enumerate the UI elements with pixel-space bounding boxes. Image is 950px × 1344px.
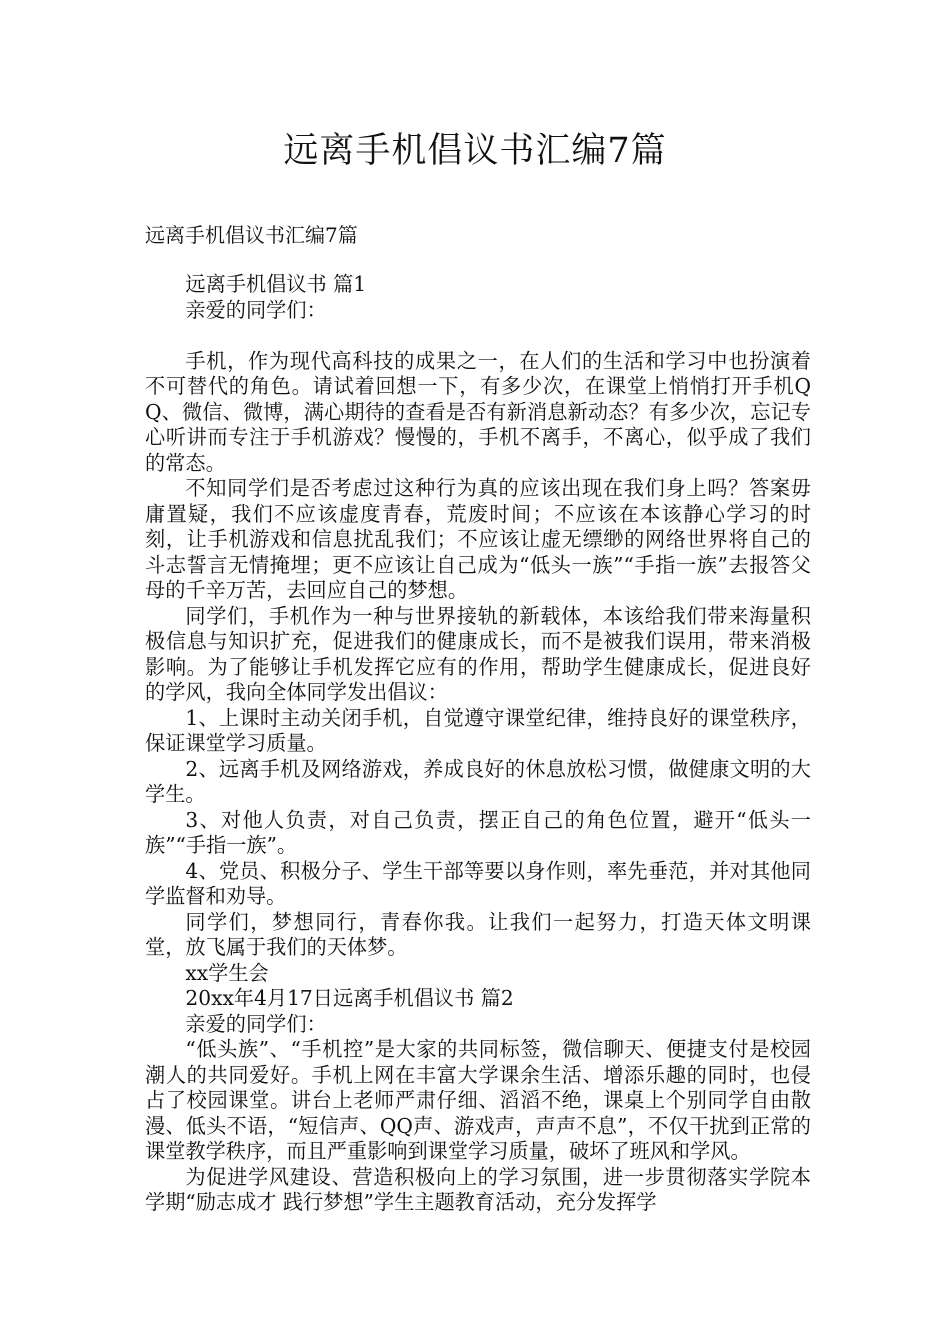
proposal-item: 4、党员、积极分子、学生干部等要以身作则，率先垂范，并对其他同学监督和劝导。 bbox=[145, 858, 811, 908]
signature: xx学生会 bbox=[185, 960, 269, 985]
body-paragraph: “低头族”、“手机控”是大家的共同标签，微信聊天、便捷支付是校园潮人的共同爱好。手机上网在丰富大学课余生活、增添乐趣的同时，也侵占了校园课堂。讲台上老师严肃仔细、滔滔不绝，课桌上个别同学自由散漫、低头不语，“短信声、QQ声、游戏声，声声不息”，不仅干扰到正常的课堂教学秩序，而且严重影响到课堂学习质量，破坏了班风和学风。 bbox=[145, 1037, 811, 1163]
body-paragraph: 为促进学风建设、营造积极向上的学习氛围，进一步贯彻落实学院本学期“励志成才 践行梦想”学生主题教育活动，充分发挥学 bbox=[145, 1164, 811, 1214]
date-and-section-heading-2: 20xx年4月17日远离手机倡议书 篇2 bbox=[185, 986, 514, 1010]
salutation: 亲爱的同学们： bbox=[185, 297, 327, 322]
proposal-item: 2、远离手机及网络游戏，养成良好的休息放松习惯，做健康文明的大学生。 bbox=[145, 756, 811, 806]
proposal-item: 1、上课时主动关闭手机，自觉遵守课堂纪律，维持良好的课堂秩序，保证课堂学习质量。 bbox=[145, 705, 811, 755]
body-paragraph: 同学们，梦想同行，青春你我。让我们一起努力，打造天体文明课堂，放飞属于我们的天体梦。 bbox=[145, 909, 811, 959]
body-paragraph: 同学们，手机作为一种与世界接轨的新载体，本该给我们带来海量积极信息与知识扩充，促进我们的健康成长，而不是被我们误用，带来消极影响。为了能够让手机发挥它应有的作用，帮助学生健康成长，促进良好的学风，我向全体同学发出倡议： bbox=[145, 603, 811, 704]
section-heading-1: 远离手机倡议书 篇1 bbox=[185, 272, 367, 296]
document-title: 远离手机倡议书汇编7篇 bbox=[283, 131, 667, 171]
salutation: 亲爱的同学们： bbox=[185, 1011, 327, 1036]
body-paragraph: 不知同学们是否考虑过这种行为真的应该出现在我们身上吗？答案毋庸置疑，我们不应该虚度青春，荒废时间；不应该在本该静心学习的时刻，让手机游戏和信息扰乱我们；不应该让虚无缥缈的网络世界将自己的斗志誓言无情掩埋；更不应该让自己成为“低头一族”“手指一族”去报答父母的千辛万苦，去回应自己的梦想。 bbox=[145, 476, 811, 602]
body-paragraph: 手机，作为现代高科技的成果之一，在人们的生活和学习中也扮演着不可替代的角色。请试着回想一下，有多少次，在课堂上悄悄打开手机QQ、微信、微博，满心期待的查看是否有新消息新动态？有多少次，忘记专心听讲而专注于手机游戏？慢慢的，手机不离手，不离心，似乎成了我们的常态。 bbox=[145, 348, 811, 475]
document-body bbox=[145, 272, 811, 1216]
document-subtitle: 远离手机倡议书汇编7篇 bbox=[145, 223, 358, 247]
proposal-item: 3、对他人负责，对自己负责，摆正自己的角色位置，避开“低头一族”“手指一族”。 bbox=[145, 807, 811, 857]
